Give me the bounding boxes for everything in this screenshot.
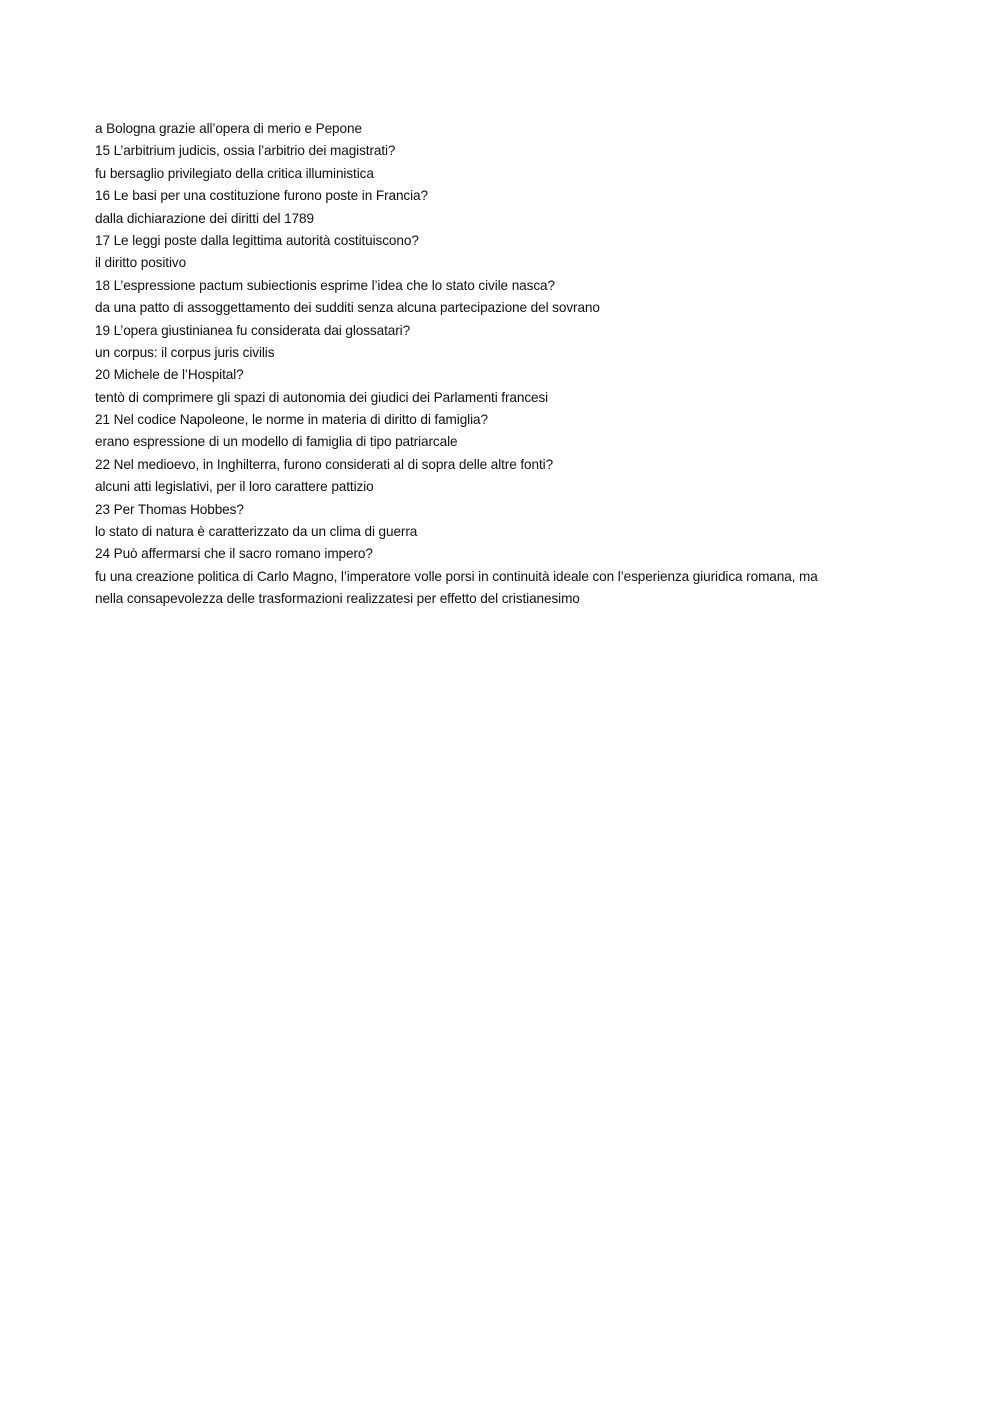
question-line: 17 Le leggi poste dalla legittima autorità costituiscono? <box>95 232 419 248</box>
question-line: 20 Michele de l’Hospital? <box>95 367 244 383</box>
answer-line: un corpus: il corpus juris civilis <box>95 344 275 360</box>
answer-line: lo stato di natura è caratterizzato da un clima di guerra <box>95 524 418 540</box>
answer-line: fu una creazione politica di Carlo Magno, l’imperatore volle porsi in continuità ideale con l’esperienza giuridica romana, ma <box>95 568 818 584</box>
answer-line: tentò di comprimere gli spazi di autonomia dei giudici dei Parlamenti francesi <box>95 389 549 405</box>
answer-line: da una patto di assoggettamento dei sudditi senza alcuna partecipazione del sovrano <box>95 300 600 316</box>
question-line: 19 L’opera giustinianea fu considerata dai glossatari? <box>95 322 411 338</box>
question-line: 21 Nel codice Napoleone, le norme in materia di diritto di famiglia? <box>95 412 488 428</box>
answer-line: fu bersaglio privilegiato della critica illuministica <box>95 165 374 181</box>
question-line: 23 Per Thomas Hobbes? <box>95 501 244 517</box>
answer-line: a Bologna grazie all’opera di merio e Pepone <box>95 121 362 136</box>
answer-line-continued: nella consapevolezza delle trasformazioni realizzatesi per effetto del cristianesimo <box>95 591 580 607</box>
answer-line: erano espressione di un modello di famiglia di tipo patriarcale <box>95 434 458 450</box>
question-line: 15 L’arbitrium judicis, ossia l’arbitrio dei magistrati? <box>95 143 396 159</box>
question-line: 24 Può affermarsi che il sacro romano impero? <box>95 546 373 562</box>
answer-line: alcuni atti legislativi, per il loro carattere pattizio <box>95 479 374 495</box>
question-line: 18 L’espressione pactum subiectionis esprime l’idea che lo stato civile nasca? <box>95 277 555 293</box>
document-text <box>95 118 915 611</box>
question-line: 16 Le basi per una costituzione furono poste in Francia? <box>95 188 428 204</box>
answer-line: dalla dichiarazione dei diritti del 1789 <box>95 210 314 226</box>
answer-line: il diritto positivo <box>95 255 187 271</box>
question-line: 22 Nel medioevo, in Inghilterra, furono considerati al di sopra delle altre fonti? <box>95 456 554 472</box>
